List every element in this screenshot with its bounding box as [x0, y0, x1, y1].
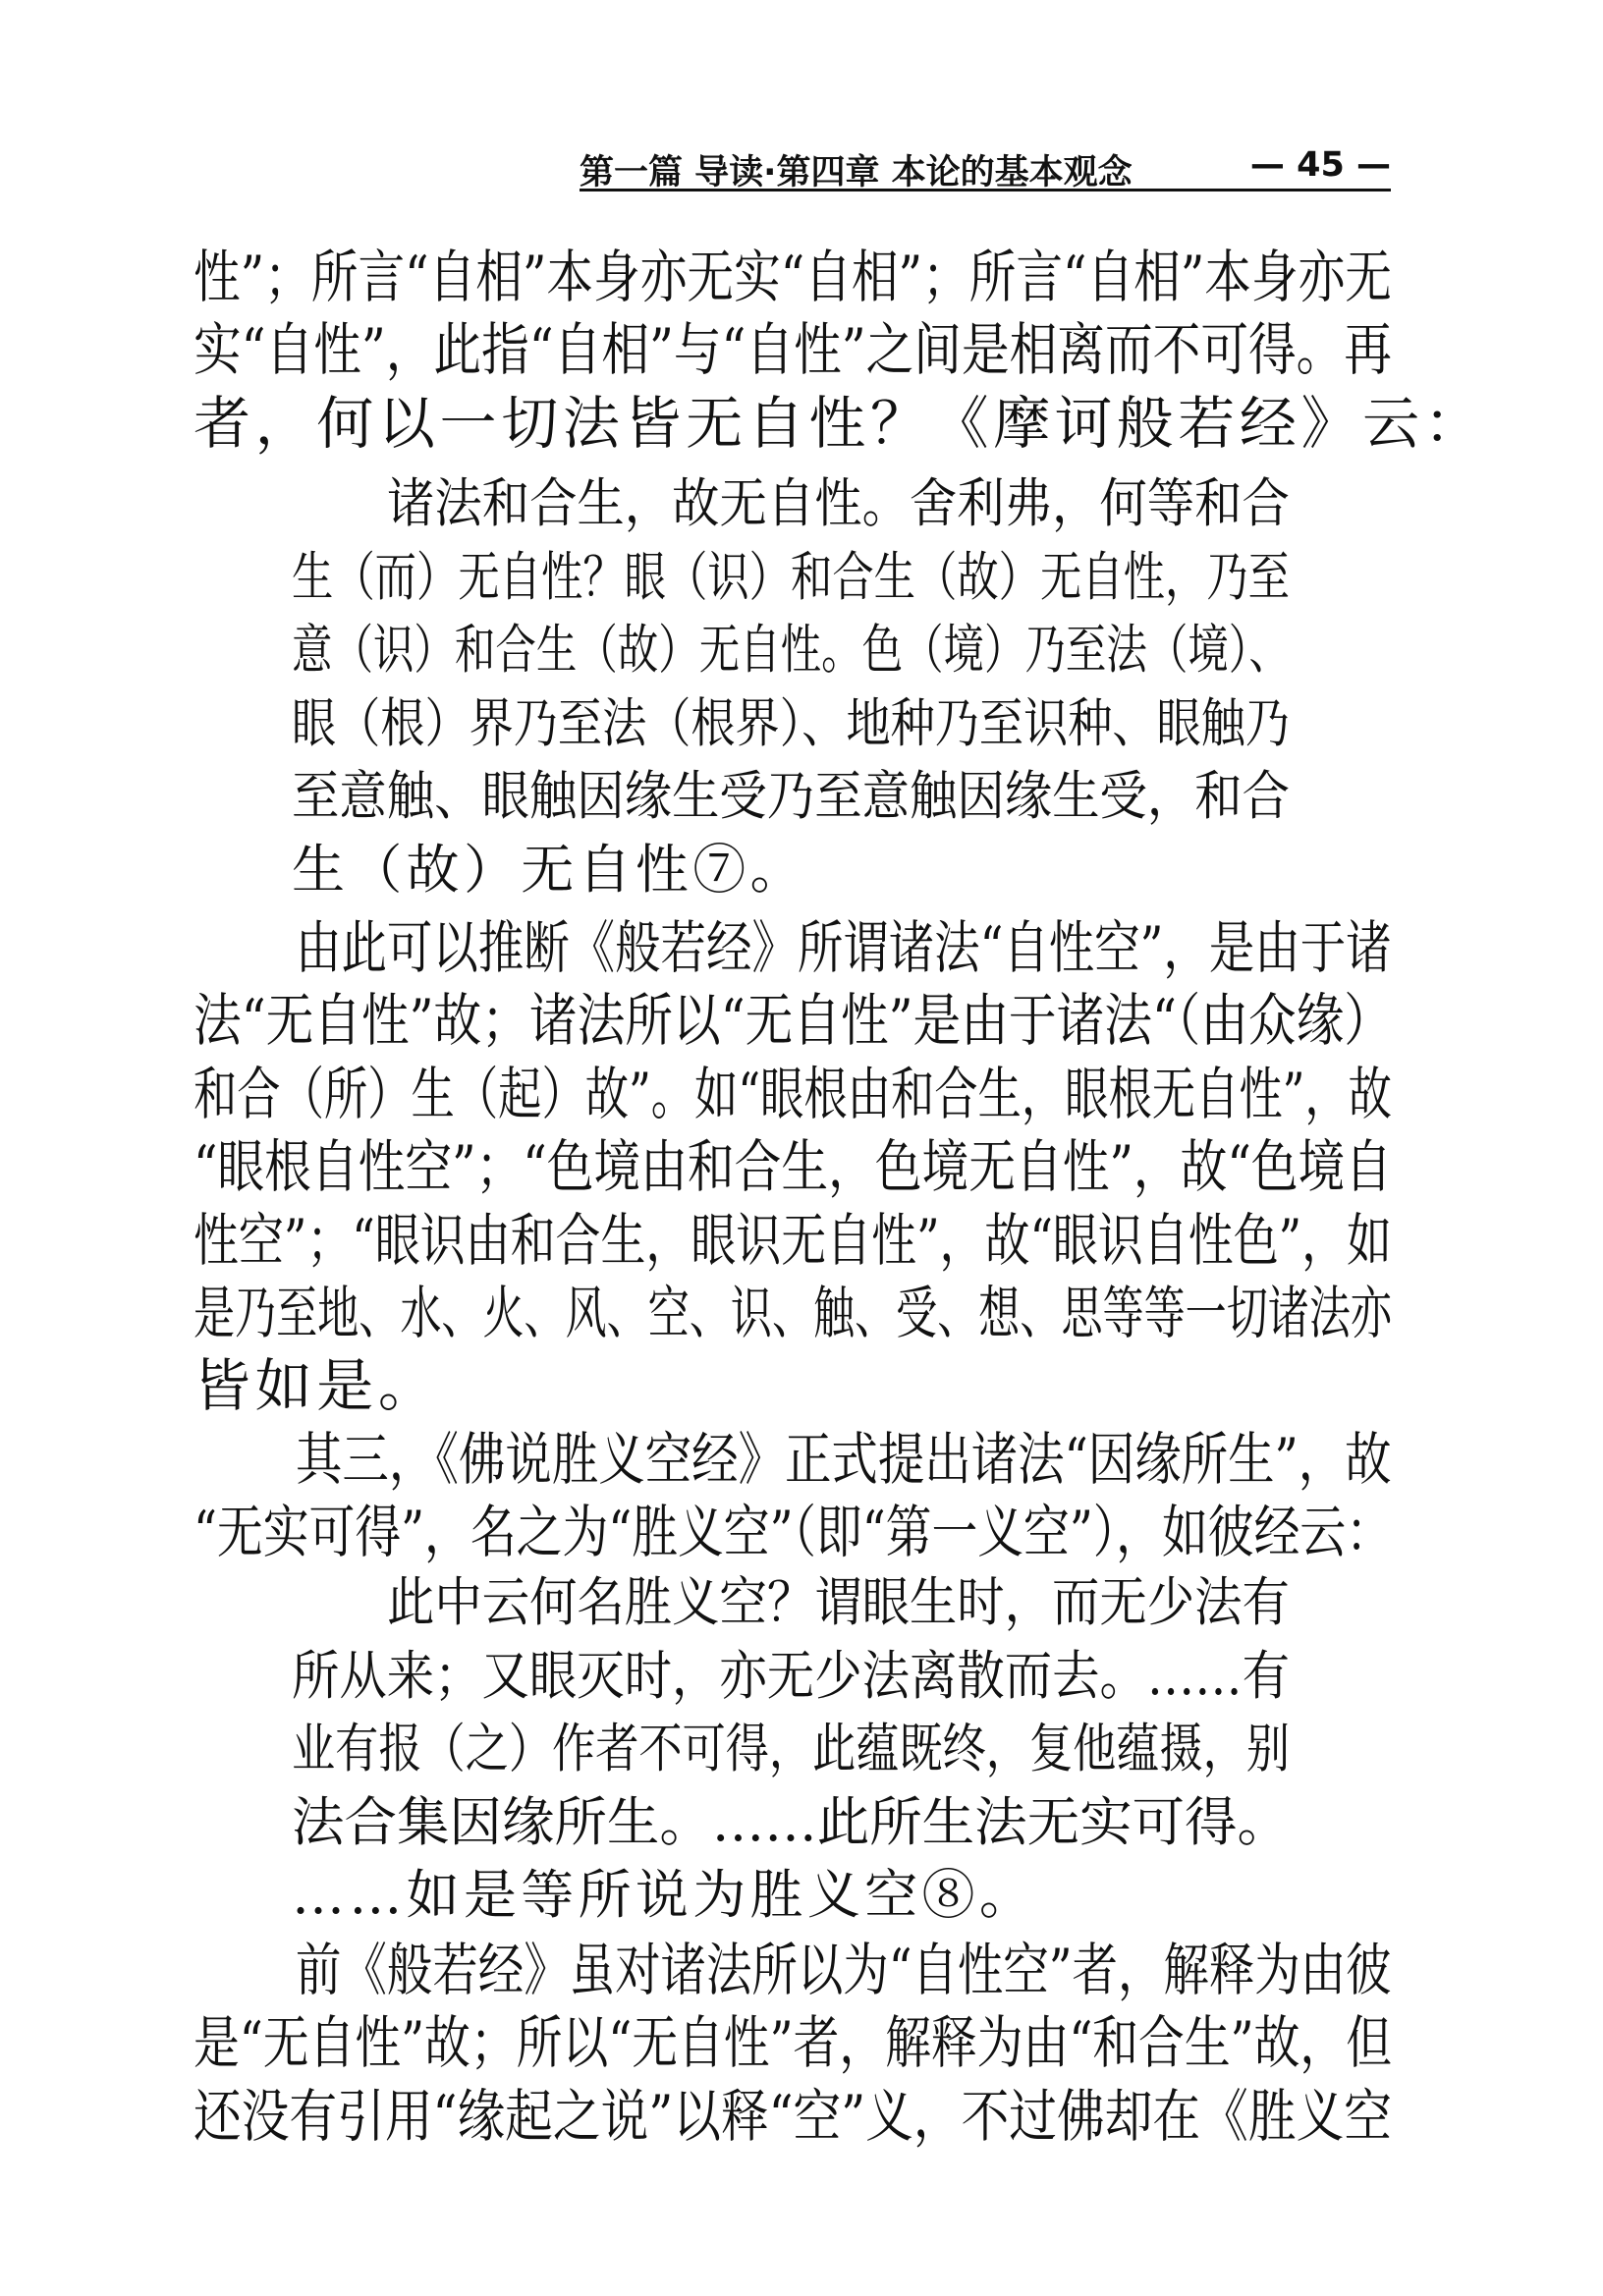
- text-line: [193, 387, 1486, 460]
- body-text-3: [193, 1934, 1392, 2153]
- text-line: [193, 1423, 1392, 1496]
- text-line: [292, 687, 1290, 761]
- text-line: [193, 1204, 1392, 1277]
- text-line: [193, 1496, 1392, 1568]
- text-line: [193, 1349, 1392, 1422]
- text-line-content: 还没有引用“缘起之说”以释“空”义，不过佛却在《胜义空: [193, 2082, 1392, 2150]
- text-line-content: 性空”；“眼识由和合生，眼识无自性”，故“眼识自性色”，如: [193, 1206, 1392, 1274]
- text-line: [292, 760, 1290, 834]
- text-line: [193, 241, 1392, 313]
- body-text-2: [193, 911, 1392, 1569]
- quotation-2: [292, 1566, 1290, 1933]
- quotation-1: [292, 467, 1290, 907]
- text-line-content: 生（故）无自性⑦。: [292, 838, 807, 901]
- text-line-content: 者，何以一切法皆无自性？《摩诃般若经》云：: [193, 389, 1486, 457]
- text-line-content: 所从来；又眼灭时，亦无少法离散而去。……有: [292, 1644, 1290, 1707]
- text-line-content: 实“自性”，此指“自相”与“自性”之间是相离而不可得。再: [193, 316, 1392, 384]
- text-line-content: ……如是等所说为胜义空⑧。: [292, 1864, 1037, 1927]
- text-line-content: 前《般若经》虽对诸法所以为“自性空”者，解释为由彼: [296, 1937, 1392, 2003]
- text-line: [292, 614, 1290, 687]
- text-line-content: 皆如是。: [193, 1352, 440, 1420]
- text-line: [292, 1640, 1290, 1714]
- text-line-content: “眼根自性空”；“色境由和合生，色境无自性”，故“色境自: [193, 1133, 1392, 1201]
- text-line-content: 其三，《佛说胜义空经》正式提出诸法“因缘所生”，故: [296, 1425, 1392, 1493]
- text-line: [193, 2080, 1392, 2153]
- text-line-content: 和合（所）生（起）故”。如“眼根由和合生，眼根无自性”，故: [193, 1060, 1392, 1127]
- text-line-content: 业有报（之）作者不可得，此蕴既终，复他蕴摄，别: [292, 1718, 1290, 1780]
- text-line: [193, 1277, 1392, 1349]
- text-line: [193, 1130, 1392, 1203]
- text-line: [292, 1859, 1290, 1933]
- text-line-content: 由此可以推断《般若经》所谓诸法“自性空”，是由于诸: [296, 914, 1392, 981]
- text-line: [193, 313, 1392, 386]
- text-line: [292, 1566, 1290, 1640]
- text-line: [292, 834, 1290, 907]
- text-line-content: 性”；所言“自相”本身亦无实“自相”；所言“自相”本身亦无: [193, 244, 1392, 310]
- text-line-content: 诸法和合生，故无自性。舍利弗，何等和合: [387, 472, 1290, 534]
- body-text-1: [193, 241, 1486, 460]
- running-title: 第一篇 导读·第四章 本论的基本观念: [580, 153, 1133, 192]
- text-line: [292, 1786, 1290, 1860]
- text-line-content: 眼（根）界乃至法（根界）、地种乃至识种、眼触乃: [292, 691, 1290, 754]
- text-line-content: 意（识）和合生（故）无自性。色（境）乃至法（境）、: [292, 619, 1290, 682]
- text-line: [292, 541, 1290, 615]
- running-header: [580, 145, 1391, 191]
- text-line-content: 此中云何名胜义空？谓眼生时，而无少法有: [387, 1571, 1290, 1633]
- text-line-content: 至意触、眼触因缘生受乃至意触因缘生受，和合: [292, 765, 1290, 828]
- text-line-content: 生（而）无自性？眼（识）和合生（故）无自性，乃至: [292, 545, 1290, 608]
- text-line: [193, 984, 1392, 1057]
- text-line-content: 法合集因缘所生。……此所生法无实可得。: [292, 1790, 1290, 1853]
- text-line: [193, 1934, 1392, 2006]
- text-line: [193, 1058, 1392, 1130]
- text-line: [292, 1713, 1290, 1786]
- page-number: — 45 —: [1249, 145, 1391, 185]
- text-line: [193, 911, 1392, 984]
- text-line-content: 法“无自性”故；诸法所以“无自性”是由于诸法“（由众缘）: [193, 987, 1392, 1055]
- text-line-content: 是乃至地、水、火、风、空、识、触、受、想、思等等一切诸法亦: [193, 1279, 1392, 1346]
- text-line-content: 是“无自性”故；所以“无自性”者，解释为由“和合生”故，但: [193, 2009, 1392, 2077]
- text-line: [193, 2006, 1392, 2079]
- text-line-content: “无实可得”，名之为“胜义空”（即“第一义空”），如彼经云：: [193, 1499, 1392, 1566]
- text-line: [292, 467, 1290, 541]
